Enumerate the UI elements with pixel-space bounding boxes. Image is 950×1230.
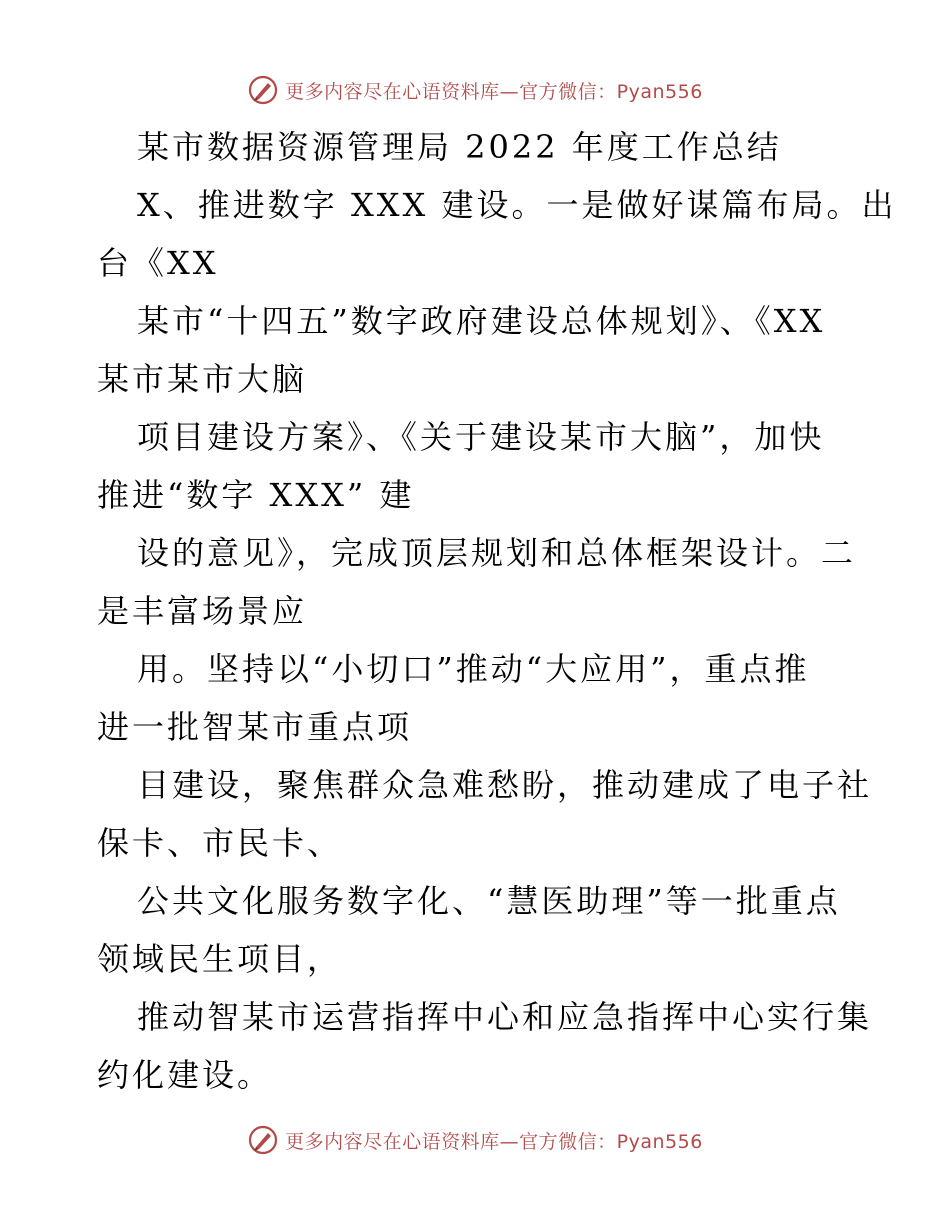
text-line: 设的意见》，完成顶层规划和总体框架设计。二 (137, 534, 857, 572)
text-line: 台《XX (97, 244, 219, 282)
header-watermark-banner (0, 70, 950, 110)
text-line: X、推进数字 XXX 建设。一是做好谋篇布局。出 (137, 186, 897, 224)
document-body (97, 118, 897, 1104)
pen-logo-icon (247, 1124, 279, 1156)
text-line: 领域民生项目， (97, 940, 343, 978)
text-line: 约化建设。 (97, 1056, 273, 1094)
text-line: 进一批智某市重点项 (97, 708, 413, 746)
text-line: 公共文化服务数字化、“慧医助理”等一批重点 (137, 882, 841, 920)
text-line: 保卡、市民卡、 (97, 824, 343, 862)
text-line: 推动智某市运营指挥中心和应急指挥中心实行集 (137, 998, 873, 1036)
footer-watermark-text: 更多内容尽在心语资料库—官方微信：Pyan556 (285, 1130, 703, 1153)
text-line: 某市数据资源管理局 2022 年度工作总结 (137, 128, 782, 166)
text-line: 用。坚持以“小切口”推动“大应用”，重点推 (137, 650, 810, 688)
pen-logo-icon (247, 74, 279, 106)
text-line: 是丰富场景应 (97, 592, 308, 630)
text-line: 项目建设方案》、《关于建设某市大脑”，加快 (137, 418, 825, 456)
footer-watermark-banner (0, 1120, 950, 1160)
text-line: 某市“十四五”数字政府建设总体规划》、《XX (137, 302, 826, 340)
text-line: 目建设，聚焦群众急难愁盼，推动建成了电子社 (137, 766, 873, 804)
text-line: 推进“数字 XXX” 建 (97, 476, 415, 514)
header-watermark-text: 更多内容尽在心语资料库—官方微信：Pyan556 (285, 80, 703, 103)
text-line: 某市某市大脑 (97, 360, 308, 398)
